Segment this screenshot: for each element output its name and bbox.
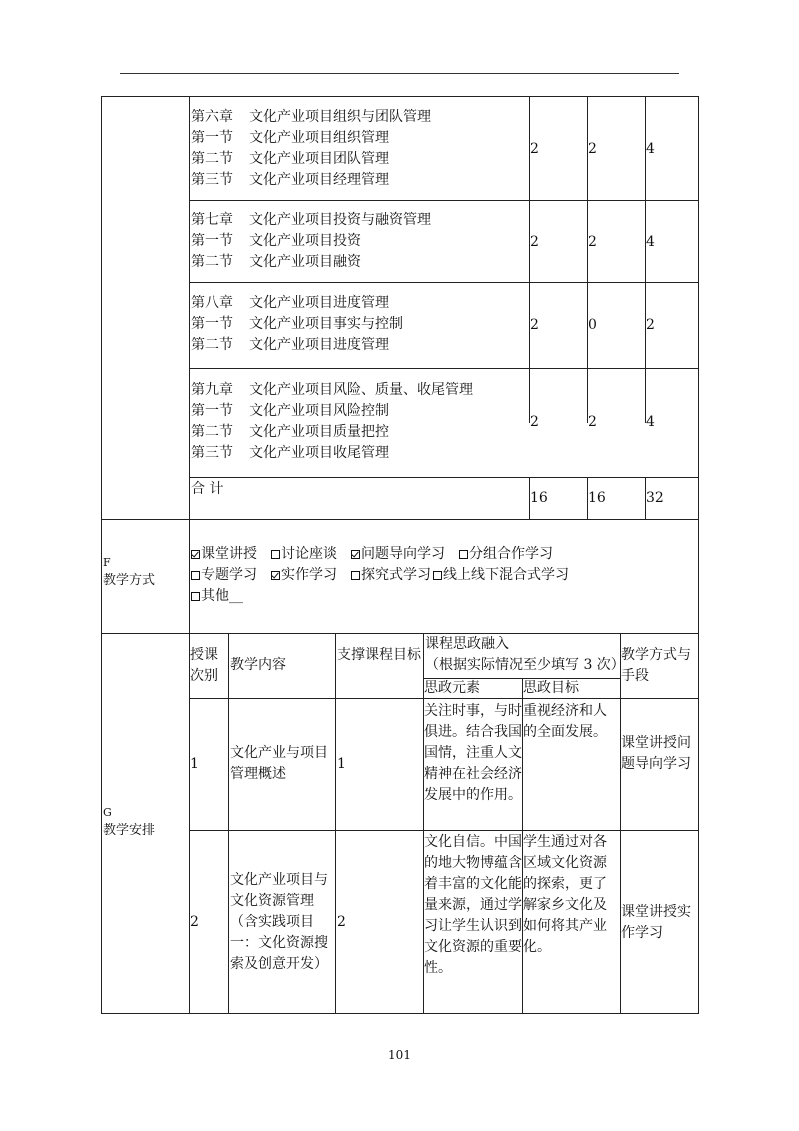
total-value: 32 (646, 490, 664, 506)
row-element: 文化自信。中国的地大物博蕴含着丰富的文化能量来源，通过学习让学生认识到文化资源的重要性。 (424, 834, 522, 976)
row-divider (189, 368, 699, 369)
header-objective: 支撑课程目标 (337, 647, 421, 663)
section-line: 第二节 文化产业项目融资 (191, 254, 361, 270)
course-table (101, 96, 699, 1014)
chapter-row (191, 210, 431, 273)
header-session: 授课次别 (190, 647, 218, 684)
g-col-divider-goal (620, 633, 621, 1014)
chapter-line: 第七章 文化产业项目投资与融资管理 (191, 212, 431, 228)
hours-value: 0 (588, 317, 597, 333)
option-inquiry[interactable]: 探究式学习 (351, 567, 431, 583)
g-col-divider-session (228, 633, 229, 1014)
section-line: 第三节 文化产业项目收尾管理 (191, 445, 389, 461)
checkbox-empty-icon[interactable] (191, 592, 200, 601)
row-divider (189, 200, 699, 201)
section-code: G (103, 806, 112, 819)
section-f-label (103, 556, 155, 591)
hours-value: 2 (588, 234, 597, 250)
header-method: 教学方式与手段 (621, 647, 691, 684)
header-rule (120, 73, 679, 74)
header-goal: 思政目标 (523, 680, 579, 696)
row-method: 课堂讲授问题导向学习 (621, 735, 691, 772)
chapter-line: 第九章 文化产业项目风险、质量、收尾管理 (191, 382, 473, 398)
header-ideology-title: 课程思政融入 (425, 636, 509, 652)
row-element: 关注时事，与时俱进。结合我国国情，注重人文精神在社会经济发展中的作用。 (424, 703, 522, 803)
hours-value: 4 (646, 141, 655, 157)
section-g-label (103, 806, 155, 841)
row-method: 课堂讲授实作学习 (621, 904, 691, 941)
hours-value: 2 (530, 414, 539, 430)
total-value: 16 (530, 490, 548, 506)
checkbox-empty-icon[interactable] (191, 571, 200, 580)
hours-value: 2 (588, 414, 597, 430)
row-objective: 2 (337, 914, 346, 930)
other-blank: __ (229, 588, 243, 604)
checkbox-empty-icon[interactable] (351, 571, 360, 580)
teaching-method-options (191, 544, 583, 607)
page-number: 101 (388, 1048, 411, 1062)
section-line: 第一节 文化产业项目事实与控制 (191, 316, 403, 332)
chapter-line: 第八章 文化产业项目进度管理 (191, 295, 389, 311)
checkbox-empty-icon[interactable] (459, 550, 468, 559)
section-line: 第一节 文化产业项目组织管理 (191, 130, 389, 146)
hours-value: 2 (646, 317, 655, 333)
row-goal: 学生通过对各区域文化资源的探索，更了解家乡文化及如何将其产业化。 (523, 834, 607, 955)
option-topic-study[interactable]: 专题学习 (191, 567, 257, 583)
total-value: 16 (588, 490, 606, 506)
option-problem-based[interactable]: 问题导向学习 (351, 546, 445, 562)
header-ideology-note: （根据实际情况至少填写 3 次） (425, 657, 625, 673)
hours-value: 2 (530, 234, 539, 250)
section-line: 第一节 文化产业项目投资 (191, 233, 361, 249)
hours-value: 2 (588, 141, 597, 157)
hours-value: 4 (646, 414, 655, 430)
left-column-divider (189, 97, 190, 633)
section-code: F (103, 556, 111, 569)
option-blended[interactable]: 线上线下混合式学习 (433, 567, 569, 583)
section-line: 第一节 文化产业项目风险控制 (191, 403, 389, 419)
row-divider (189, 282, 699, 283)
header-content: 教学内容 (230, 657, 286, 673)
section-line: 第三节 文化产业项目经理管理 (191, 172, 389, 188)
section-divider-g (102, 633, 699, 634)
checkbox-checked-icon[interactable] (351, 550, 360, 559)
chapter-row (191, 293, 403, 356)
row-content: 文化产业项目与文化资源管理（含实践项目一：文化资源搜索及创意开发） (230, 872, 328, 972)
checkbox-checked-icon[interactable] (271, 571, 280, 580)
row-goal: 重视经济和人的全面发展。 (523, 703, 607, 740)
row-divider (189, 477, 699, 478)
g-label-divider (189, 633, 190, 1014)
checkbox-empty-icon[interactable] (271, 550, 280, 559)
chapter-row (191, 107, 431, 191)
row-objective: 1 (337, 756, 346, 772)
checkbox-empty-icon[interactable] (433, 571, 442, 580)
row-content: 文化产业与项目管理概述 (230, 745, 328, 782)
chapter-row (191, 380, 473, 464)
hours-value: 4 (646, 234, 655, 250)
checkbox-checked-icon[interactable] (191, 550, 200, 559)
option-other[interactable]: 其他__ (191, 588, 243, 604)
row-session: 1 (190, 756, 199, 772)
g-col-divider-content (335, 633, 336, 1014)
g-row-divider (189, 830, 699, 831)
section-title: 教学方式 (103, 573, 156, 588)
section-line: 第二节 文化产业项目质量把控 (191, 424, 389, 440)
section-line: 第二节 文化产业项目团队管理 (191, 151, 389, 167)
option-lecture[interactable]: 课堂讲授 (191, 546, 257, 562)
section-divider-f (102, 519, 699, 520)
row-session: 2 (190, 914, 199, 930)
section-line: 第二节 文化产业项目进度管理 (191, 337, 389, 353)
option-practice[interactable]: 实作学习 (271, 567, 337, 583)
total-label: 合 计 (191, 481, 224, 497)
option-group-work[interactable]: 分组合作学习 (459, 546, 553, 562)
chapter-line: 第六章 文化产业项目组织与团队管理 (191, 109, 431, 125)
header-element: 思政元素 (424, 680, 480, 696)
option-discussion[interactable]: 讨论座谈 (271, 546, 337, 562)
hours-value: 2 (530, 317, 539, 333)
hours-value: 2 (530, 141, 539, 157)
section-title: 教学安排 (103, 823, 156, 838)
